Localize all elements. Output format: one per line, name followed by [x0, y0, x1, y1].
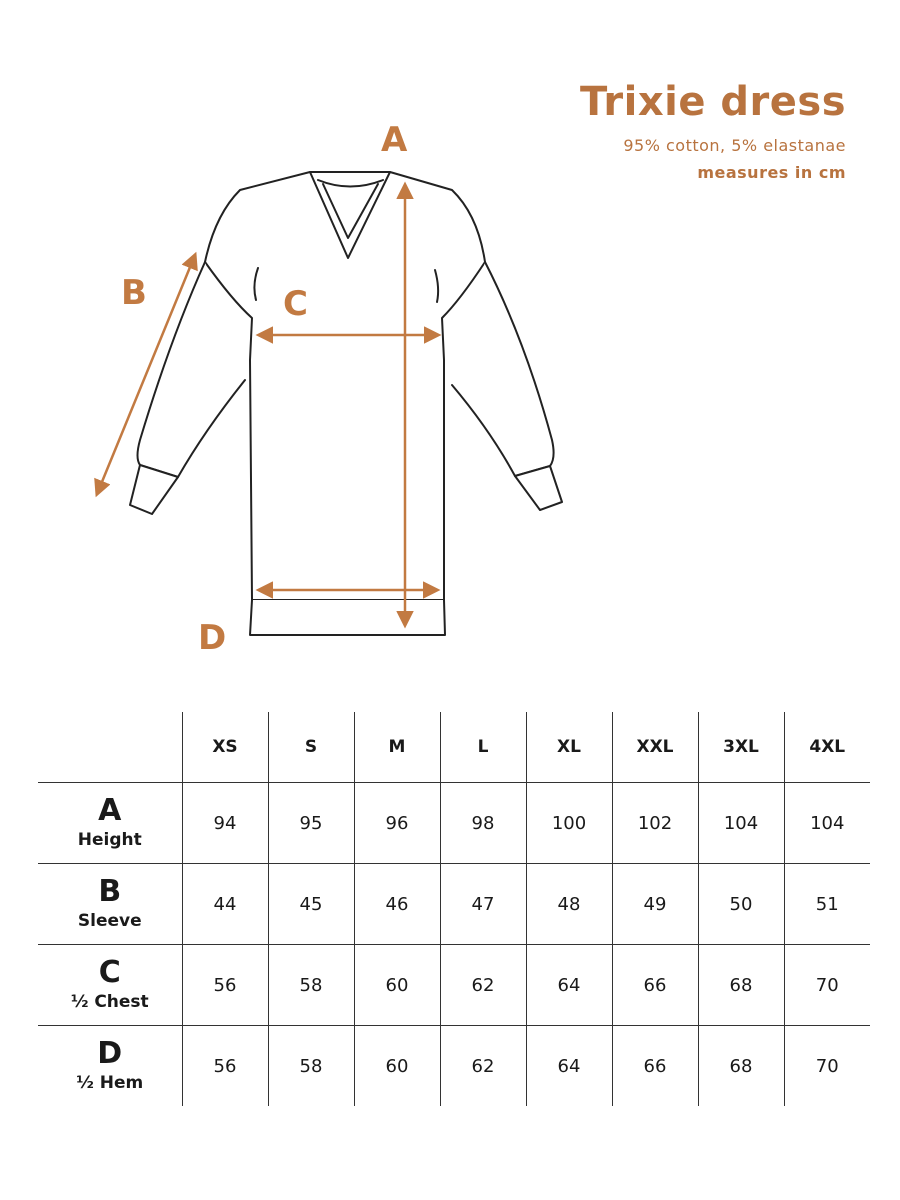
- row-letter: B: [98, 874, 122, 909]
- measure-cell: 56: [182, 1026, 268, 1107]
- dimension-label-c: C: [283, 284, 308, 324]
- table-row: [38, 864, 870, 945]
- measure-cell: 66: [612, 945, 698, 1026]
- row-measure-name: Height: [77, 830, 142, 850]
- size-header: XXL: [612, 712, 698, 783]
- measure-cell: 46: [354, 864, 440, 945]
- dimension-label-a: A: [381, 120, 408, 160]
- measure-cell: 44: [182, 864, 268, 945]
- row-letter: C: [98, 955, 121, 990]
- dress-outline: [130, 172, 562, 635]
- measure-cell: 94: [182, 783, 268, 864]
- measure-cell: 66: [612, 1026, 698, 1107]
- measure-cell: 100: [526, 783, 612, 864]
- measure-cell: 56: [182, 945, 268, 1026]
- measurement-units: measures in cm: [697, 163, 846, 182]
- table-row: [38, 1026, 870, 1107]
- measure-cell: 104: [784, 783, 870, 864]
- measure-cell: 95: [268, 783, 354, 864]
- measure-cell: 58: [268, 945, 354, 1026]
- measure-cell: 62: [440, 945, 526, 1026]
- row-header: [38, 1026, 182, 1107]
- dimension-label-d: D: [198, 618, 227, 658]
- row-measure-name: ½ Hem: [76, 1073, 144, 1093]
- row-header: [38, 864, 182, 945]
- row-measure-name: ½ Chest: [70, 992, 149, 1012]
- measure-cell: 70: [784, 1026, 870, 1107]
- measure-cell: 64: [526, 1026, 612, 1107]
- size-header: S: [268, 712, 354, 783]
- measure-cell: 50: [698, 864, 784, 945]
- table-row: [38, 945, 870, 1026]
- size-header: XL: [526, 712, 612, 783]
- product-title: Trixie dress: [580, 79, 846, 125]
- size-header: L: [440, 712, 526, 783]
- size-header: XS: [182, 712, 268, 783]
- size-chart-table: [38, 712, 870, 1106]
- measure-cell: 64: [526, 945, 612, 1026]
- size-header: 4XL: [784, 712, 870, 783]
- row-letter: D: [97, 1036, 123, 1071]
- measure-cell: 49: [612, 864, 698, 945]
- measure-cell: 48: [526, 864, 612, 945]
- corner-cell: [38, 712, 182, 783]
- size-header: M: [354, 712, 440, 783]
- measure-cell: 51: [784, 864, 870, 945]
- row-header: [38, 945, 182, 1026]
- row-header: [38, 783, 182, 864]
- row-letter: A: [98, 793, 122, 828]
- measure-cell: 58: [268, 1026, 354, 1107]
- dimension-label-b: B: [121, 273, 147, 313]
- fabric-composition: 95% cotton, 5% elastanae: [623, 136, 846, 155]
- measure-cell: 68: [698, 1026, 784, 1107]
- measure-cell: 102: [612, 783, 698, 864]
- measure-cell: 98: [440, 783, 526, 864]
- measure-cell: 60: [354, 1026, 440, 1107]
- measure-cell: 45: [268, 864, 354, 945]
- measure-cell: 68: [698, 945, 784, 1026]
- measure-cell: 60: [354, 945, 440, 1026]
- row-measure-name: Sleeve: [77, 911, 142, 931]
- measure-cell: 47: [440, 864, 526, 945]
- measure-cell: 62: [440, 1026, 526, 1107]
- measure-cell: 104: [698, 783, 784, 864]
- measure-cell: 96: [354, 783, 440, 864]
- table-row: [38, 783, 870, 864]
- size-header: 3XL: [698, 712, 784, 783]
- size-header-row: [38, 712, 870, 783]
- measure-cell: 70: [784, 945, 870, 1026]
